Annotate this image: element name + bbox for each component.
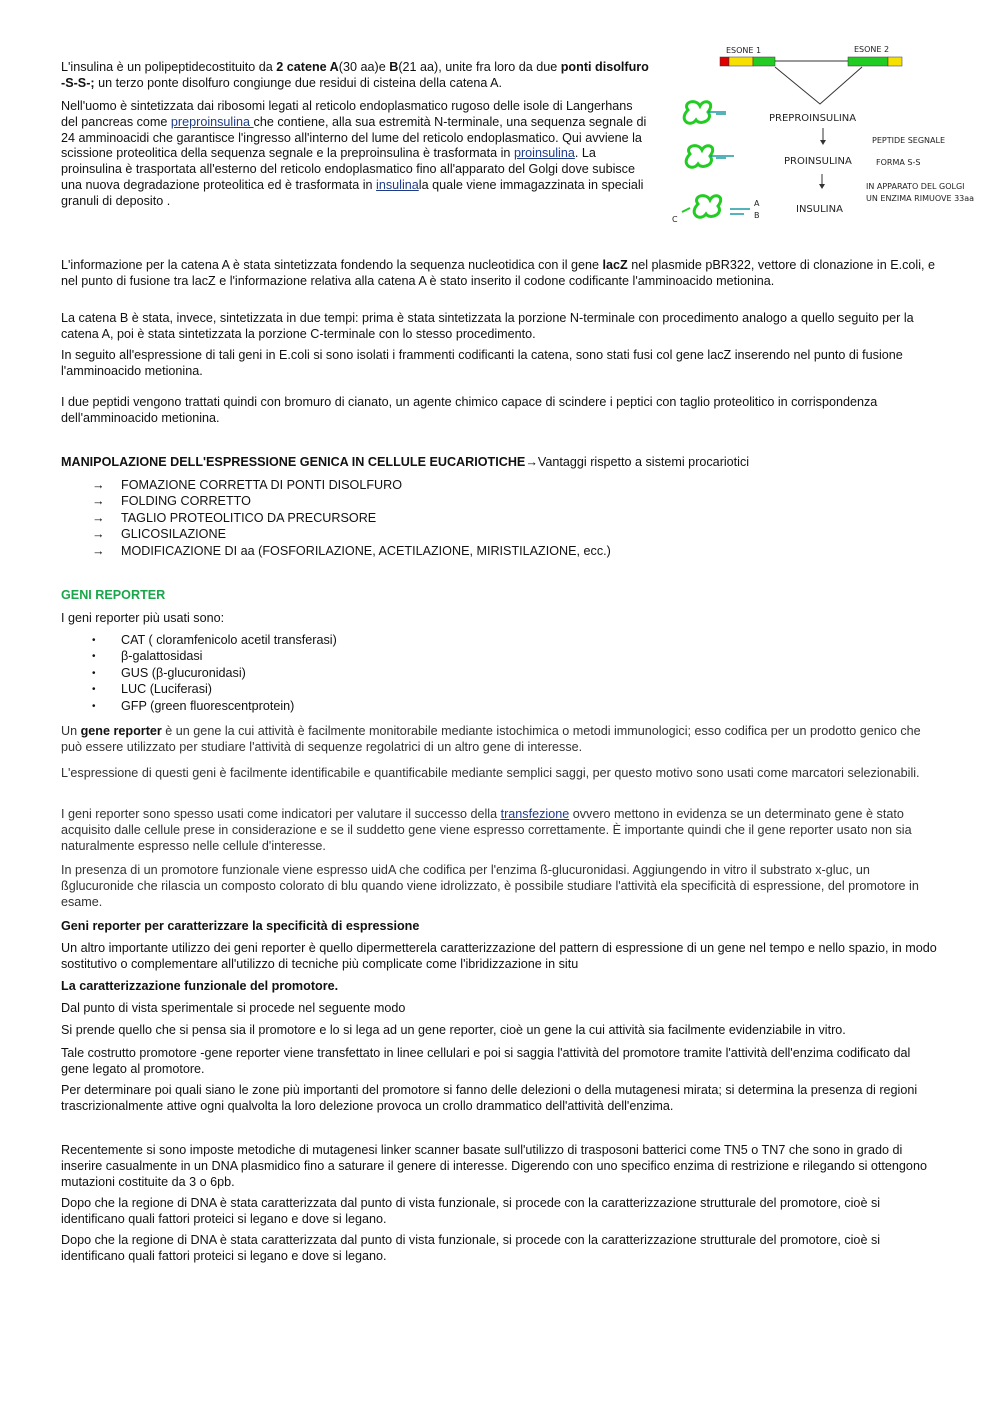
list-item-label: GUS (β-glucuronidasi) bbox=[121, 665, 246, 680]
list-item-label: FOLDING CORRETTO bbox=[121, 494, 251, 509]
arrow-icon: → bbox=[92, 478, 105, 492]
intro-text: la quale viene immagazzinata in speciali granuli di deposito . bbox=[61, 177, 644, 208]
body-text: nel plasmide pBR322, vettore di clonazione in E.coli, e nel punto di fusione tra lacZ e l'informazione relativa alla catena A è stato inserito il codone codificante l'amminoacido metionina. bbox=[61, 258, 936, 288]
manipolazione-heading bbox=[61, 455, 937, 471]
intro-text: L'insulina è un polipeptidecostituito da bbox=[61, 60, 277, 74]
exon1-red-block bbox=[720, 57, 729, 66]
list-item-label: GLICOSILAZIONE bbox=[121, 527, 226, 542]
intro-bold: ponti disolfuro -S-S-; bbox=[61, 60, 649, 90]
chain-a-label: A bbox=[754, 199, 760, 208]
exon1-green-block bbox=[753, 57, 775, 66]
exon1-label: ESONE 1 bbox=[726, 46, 762, 55]
insulina-link[interactable]: insulina bbox=[376, 177, 419, 192]
list-item bbox=[92, 494, 611, 510]
bullet-icon: • bbox=[92, 651, 96, 663]
arrow-icon: → bbox=[525, 455, 538, 469]
geni-reporter-heading: GENI REPORTER bbox=[61, 588, 166, 602]
manipolazione-title: MANIPOLAZIONE DELL'ESPRESSIONE GENICA IN CELLULE EUCARIOTICHE bbox=[61, 455, 526, 469]
lacz-paragraph bbox=[61, 258, 937, 290]
gene-reporter-definition bbox=[61, 724, 937, 756]
golgi-label-line1: IN APPARATO DEL GOLGI bbox=[866, 182, 965, 191]
list-item bbox=[92, 527, 611, 543]
promotore-step-3: Tale costrutto promotore -gene reporter viene transfettato in linee cellulari e poi si saggia l'attività del promotore tramite l'attività dell'enzima codificato dal gene legato al promotore. bbox=[61, 1046, 911, 1076]
chain-b-label: B bbox=[754, 211, 760, 220]
specificita-title: Geni reporter per caratterizzare la specificità di espressione bbox=[61, 919, 420, 933]
intro-text: un terzo ponte disolfuro congiunge due residui di cisteina della catena A. bbox=[94, 75, 503, 90]
specificita-heading bbox=[61, 919, 937, 935]
proinsulina-link[interactable]: proinsulina bbox=[513, 146, 575, 161]
intro-text: (21 aa), unite fra loro da due bbox=[398, 60, 561, 74]
intro-text: che contiene, alla sua estremità N-terminale, una sequenza segnale di 24 amminoacidi che garantisce l'ingresso all'interno del lume del reticolo endoplasmatico. Qui avviene la scissione proteolitica della sequenza segnale e la preproinsulina è trasformata in bbox=[61, 114, 647, 161]
list-item bbox=[92, 699, 337, 715]
exon2-yellow-block bbox=[888, 57, 902, 66]
list-item-label: GFP (green fluorescentprotein) bbox=[121, 698, 295, 713]
arrow-icon: → bbox=[92, 543, 105, 558]
preproinsulina-link[interactable]: preproinsulina bbox=[170, 114, 254, 129]
insulina-shape bbox=[694, 196, 721, 218]
list-item bbox=[92, 682, 337, 698]
splicing-lines bbox=[775, 67, 862, 104]
bullet-icon: • bbox=[92, 684, 96, 696]
exon2-label: ESONE 2 bbox=[854, 45, 890, 54]
promotore-title: La caratterizzazione funzionale del promotore. bbox=[61, 979, 339, 993]
body-text: I geni reporter sono spesso usati come indicatori per valutare il successo della bbox=[61, 807, 501, 821]
exon1-yellow-block bbox=[729, 57, 753, 66]
indicatori-paragraph bbox=[61, 807, 937, 854]
c-peptide-tail bbox=[682, 208, 690, 212]
gene-reporter-bold: gene reporter bbox=[80, 724, 162, 738]
lacz-bold: lacZ bbox=[602, 258, 628, 272]
caratterizzazione-paragraph-1: Dopo che la regione di DNA è stata caratterizzata dal punto di vista funzionale, si procede con la caratterizzazione strutturale del promotore, cioè si identificano quali fattori proteici si legano e dove si legano. bbox=[61, 1196, 881, 1226]
exon2-green-block bbox=[848, 57, 888, 66]
body-text: Un bbox=[61, 724, 81, 738]
list-item-label: β-galattosidasi bbox=[121, 649, 203, 664]
list-item bbox=[92, 649, 337, 665]
espressione-reporter-paragraph: L'espressione di questi geni è facilmente identificabile e quantificabile mediante semplici saggi, per questo motivo sono usati come marcatori selezionabili. bbox=[61, 766, 920, 780]
bullet-icon: • bbox=[92, 635, 96, 646]
transfezione-link[interactable]: transfezione bbox=[500, 807, 570, 821]
intro-paragraph-2 bbox=[61, 99, 649, 210]
promotore-step-1: Dal punto di vista sperimentale si procede nel seguente modo bbox=[61, 1001, 406, 1015]
bromuro-paragraph: I due peptidi vengono trattati quindi con bromuro di cianato, un agente chimico capace di scindere i peptici con taglio proteolitico in corrispondenza dell'amminoacido metionina. bbox=[61, 395, 878, 425]
intro-text: . La proinsulina è trasportata all'esterno del reticolo endoplasmatico fino all'apparato del Golgi dove subisce una nuova degradazione proteolitica ed è trasformata in bbox=[61, 146, 635, 192]
arrow-icon: → bbox=[92, 527, 105, 542]
espressione-paragraph: In seguito all'espressione di tali geni in E.coli si sono isolati i frammenti codificanti la catena, sono stati fusi col gene lacZ inserendo nel punto di fusione l'amminoacido metionina. bbox=[61, 348, 903, 378]
intro-bold: 2 catene A bbox=[276, 60, 339, 74]
catena-b-paragraph: La catena B è stata, invece, sintetizzata in due tempi: prima è stata sintetizzata la porzione N-terminale con procedimento analogo a quello seguito per la catena A, poi è stata sintetizzata la porzione C-terminale con lo stesso procedimento. bbox=[61, 311, 914, 341]
preproinsulina-label: PREPROINSULINA bbox=[769, 113, 857, 124]
body-text: è un gene la cui attività è facilmente monitorabile mediante istochimica o metodi immunologici; esso codifica per un prodotto genico che può essere utilizzato per studiare l'attività di sequenze regolatrici di un altro gene di interesse. bbox=[61, 724, 921, 754]
promotore-step-2: Si prende quello che si pensa sia il promotore e lo si lega ad un gene reporter, cioè un gene la cui attività sia facilmente evidenziabile in vitro. bbox=[61, 1023, 846, 1037]
list-item bbox=[92, 633, 337, 649]
list-item-label: MODIFICAZIONE DI aa (FOSFORILAZIONE, ACETILAZIONE, MIRISTILAZIONE, ecc.) bbox=[121, 543, 611, 558]
vantaggi-list bbox=[92, 478, 611, 560]
linker-scanner-paragraph: Recentemente si sono imposte metodiche di mutagenesi linker scanner basate sull'utilizzo di trasposoni batterici come TN5 o TN7 che sono in grado di inserire casualmente in un DNA plasmidico fino a saturare il genere di interesse. Digerendo con uno specifico enzima di restrizione e rilegando si ottengono mutazioni costituite da 3 o 6pb. bbox=[61, 1143, 927, 1189]
reporter-intro: I geni reporter più usati sono: bbox=[61, 611, 225, 625]
proinsulina-shape bbox=[686, 146, 713, 168]
list-item bbox=[92, 511, 611, 527]
insulin-processing-diagram bbox=[668, 40, 988, 230]
bullet-icon: • bbox=[92, 667, 96, 679]
arrow-head bbox=[819, 184, 825, 189]
promotore-step-4: Per determinare poi quali siano le zone più importanti del promotore si fanno delle delezioni o della mutagenesi mirata; si determina la presenza di regioni trascrizionalmente attive ogni qualvolta la loro delezione provoca un crollo drammatico dell'attività dell'enzima. bbox=[61, 1083, 918, 1113]
preproinsulina-shape bbox=[684, 102, 711, 124]
forma-ss-label: FORMA S-S bbox=[876, 158, 921, 167]
list-item bbox=[92, 544, 611, 560]
list-item-label: FOMAZIONE CORRETTA DI PONTI DISOLFURO bbox=[121, 478, 403, 492]
manipolazione-subtitle: Vantaggi rispetto a sistemi procariotici bbox=[537, 455, 750, 469]
peptide-segnale-label: PEPTIDE SEGNALE bbox=[872, 136, 946, 145]
intro-paragraph-1 bbox=[61, 60, 649, 92]
caratterizzazione-paragraph-2: Dopo che la regione di DNA è stata caratterizzata dal punto di vista funzionale, si procede con la caratterizzazione strutturale del promotore, cioè si identificano quali fattori proteici si legano e dove si legano. bbox=[61, 1233, 881, 1263]
intro-bold: B bbox=[389, 60, 399, 74]
specificita-paragraph: Un altro importante utilizzo dei geni reporter è quello dipermetterela caratterizzazione del pattern di espressione di un gene nel tempo e nello spazio, in modo sostitutivo o complementare all'utilizzo di tecniche più complicate come l'ibridizzazione in situ bbox=[61, 941, 937, 971]
list-item bbox=[92, 478, 611, 494]
list-item-label: LUC (Luciferasi) bbox=[121, 682, 212, 697]
body-text: L'informazione per la catena A è stata sintetizzata fondendo la sequenza nucleotidica con il gene bbox=[61, 258, 603, 272]
insulina-label: INSULINA bbox=[796, 204, 843, 215]
body-text: ovvero mettono in evidenza se un determinato gene è stato acquisito dalle cellule prese in considerazione e se il suddetto gene viene espresso correttamente. È importante quindi che il gene reporter usato non sia naturalmente espresso nelle cellule d'interesse. bbox=[61, 807, 912, 853]
arrow-head bbox=[820, 140, 826, 145]
list-item-label: CAT ( cloramfenicolo acetil transferasi) bbox=[121, 633, 337, 647]
list-item-label: TAGLIO PROTEOLITICO DA PRECURSORE bbox=[121, 510, 377, 525]
uida-paragraph: In presenza di un promotore funzionale viene espresso uidA che codifica per l'enzima ß-glucuronidasi. Aggiungendo in vitro il substrato x-gluc, un ßglucuronide che rilascia un composto colorato di blu quando viene idrolizzato, è possibile studiare l'attività ela specificità di espressione, del promotore in esame. bbox=[61, 863, 919, 909]
proinsulina-label: PROINSULINA bbox=[784, 156, 852, 167]
golgi-label-line2: UN ENZIMA RIMUOVE 33aa bbox=[866, 194, 975, 203]
intro-text: Nell'uomo è sintetizzata dai ribosomi legati al reticolo endoplasmatico rugoso delle isole di Langerhans del pancreas come bbox=[61, 99, 633, 129]
list-item bbox=[92, 666, 337, 682]
arrow-icon: → bbox=[92, 510, 105, 525]
arrow-icon: → bbox=[92, 494, 105, 509]
reporter-list bbox=[92, 633, 337, 715]
bullet-icon: • bbox=[92, 700, 96, 712]
c-label: C bbox=[672, 215, 678, 224]
intro-text: (30 aa)e bbox=[338, 60, 390, 74]
promotore-heading bbox=[61, 979, 937, 995]
